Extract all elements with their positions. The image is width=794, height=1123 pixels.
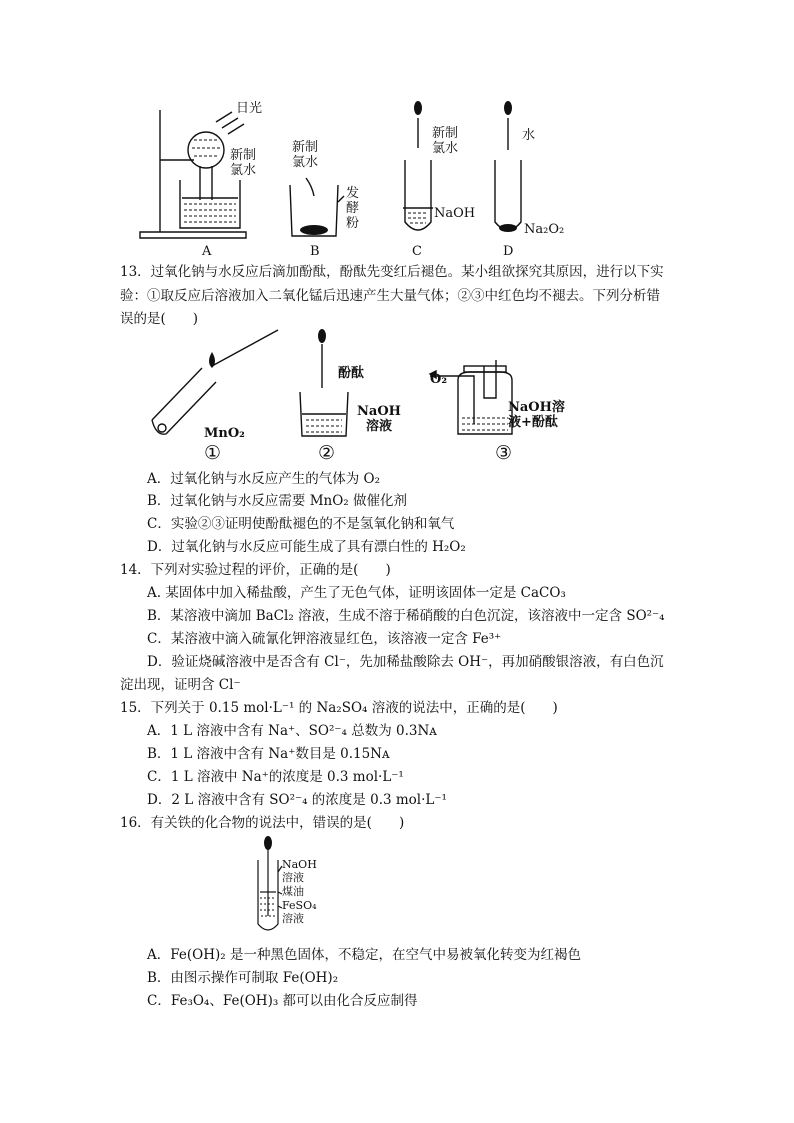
label-d: D bbox=[503, 244, 514, 259]
q14-option-d: D．验证烧碱溶液中是否含有 Cl⁻，先加稀盐酸除去 OH⁻，再加硝酸银溶液，有白色沉 bbox=[147, 654, 664, 670]
label-c: C bbox=[412, 244, 422, 259]
q13-stem-line3: 误的是( ) bbox=[120, 311, 199, 327]
label-d-na2o2: Na₂O₂ bbox=[524, 222, 565, 237]
mark-3: ③ bbox=[495, 442, 513, 464]
mark-1: ① bbox=[204, 442, 222, 464]
label-o2: O₂ bbox=[430, 372, 448, 387]
q15-option-b: B．1 L 溶液中含有 Na⁺数目是 0.15Nᴀ bbox=[147, 746, 390, 762]
label-mno2: MnO₂ bbox=[204, 426, 245, 441]
label-q16-solution-2: 溶液 bbox=[282, 912, 304, 925]
q14-option-c: C．某溶液中滴入硫氰化钾溶液显红色，该溶液一定含 Fe³⁺ bbox=[147, 631, 502, 647]
label-phenolphthalein: 酚酞 bbox=[338, 366, 365, 381]
q13-option-b: B．过氧化钠与水反应需要 MnO₂ 做催化剂 bbox=[147, 493, 407, 509]
q15-option-d: D．2 L 溶液中含有 SO²⁻₄ 的浓度是 0.3 mol·L⁻¹ bbox=[147, 792, 447, 808]
q14-option-b: B．某溶液中滴加 BaCl₂ 溶液，生成不溶于稀硝酸的白色沉淀，该溶液中一定含 SO²⁻₄ bbox=[147, 608, 665, 624]
q14-stem: 14．下列对实验过程的评价，正确的是( ) bbox=[120, 562, 391, 578]
q16-option-a: A．Fe(OH)₂ 是一种黑色固体，不稳定，在空气中易被氧化转变为红褐色 bbox=[147, 947, 581, 963]
label-b-chlorine-water: 新制 氯水 bbox=[292, 140, 319, 170]
q13-option-d: D．过氧化钠与水反应可能生成了具有漂白性的 H₂O₂ bbox=[147, 539, 466, 555]
q15-option-c: C．1 L 溶液中 Na⁺的浓度是 0.3 mol·L⁻¹ bbox=[147, 769, 404, 785]
label-q16-naoh: NaOH bbox=[282, 858, 317, 871]
label-a-chlorine-water: 新制 氯水 bbox=[230, 148, 257, 178]
q15-stem: 15．下列关于 0.15 mol·L⁻¹ 的 Na₂SO₄ 溶液的说法中，正确的是( ) bbox=[120, 700, 558, 716]
q16-option-c: C．Fe₃O₄、Fe(OH)₃ 都可以由化合反应制得 bbox=[147, 993, 418, 1009]
q15-option-a: A．1 L 溶液中含有 Na⁺、SO²⁻₄ 总数为 0.3Nᴀ bbox=[147, 723, 437, 739]
q13-stem-line1: 13．过氧化钠与水反应后滴加酚酞，酚酞先变红后褪色。某小组欲探究其原因，进行以下实 bbox=[120, 264, 664, 280]
label-sunlight: 日光 bbox=[236, 101, 263, 116]
label-d-water: 水 bbox=[522, 128, 536, 143]
q14-option-d-cont: 淀出现，证明含 Cl⁻ bbox=[120, 677, 241, 693]
q13-option-c: C．实验②③证明使酚酞褪色的不是氢氧化钠和氧气 bbox=[147, 516, 455, 532]
label-c-naoh: NaOH bbox=[434, 206, 476, 221]
label-b-baking-powder: 发 酵 粉 bbox=[346, 186, 360, 231]
label-q16-solution-1: 溶液 bbox=[282, 871, 304, 884]
label-q16-feso4: FeSO₄ bbox=[282, 899, 317, 912]
label-a: A bbox=[202, 244, 212, 259]
label-naoh-solution: NaOH 溶液 bbox=[357, 404, 401, 434]
label-b: B bbox=[310, 244, 320, 259]
label-c-chlorine-water: 新制 氯水 bbox=[432, 126, 459, 156]
q13-stem-line2: 验：①取反应后溶液加入二氧化锰后迅速产生大量气体；②③中红色均不褪去。下列分析错 bbox=[120, 288, 660, 304]
q16-option-b: B．由图示操作可制取 Fe(OH)₂ bbox=[147, 970, 339, 986]
label-q16-kerosene: 煤油 bbox=[282, 885, 304, 898]
q16-stem: 16．有关铁的化合物的说法中，错误的是( ) bbox=[120, 815, 405, 831]
q14-option-a: A. 某固体中加入稀盐酸，产生了无色气体，证明该固体一定是 CaCO₃ bbox=[147, 585, 566, 601]
q13-option-a: A．过氧化钠与水反应产生的气体为 O₂ bbox=[147, 471, 381, 487]
label-naoh-phenolphthalein: NaOH溶 液+酚酞 bbox=[508, 400, 565, 430]
mark-2: ② bbox=[318, 442, 336, 464]
